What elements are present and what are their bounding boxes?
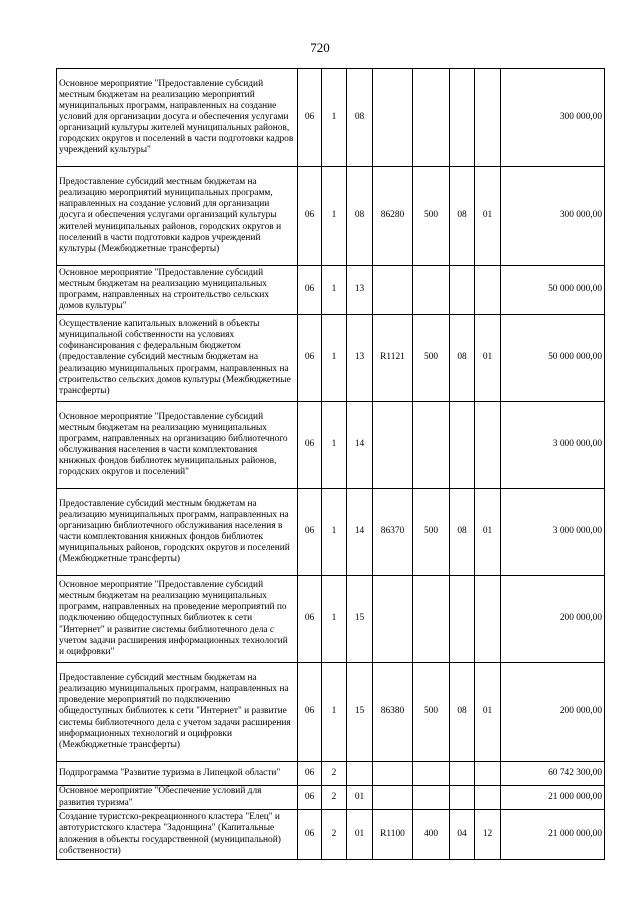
code-cell-4: R1121 bbox=[373, 315, 413, 402]
code-cell-3: 01 bbox=[347, 810, 373, 860]
code-cell-5 bbox=[413, 402, 450, 489]
amount-cell: 3 000 000,00 bbox=[501, 489, 605, 576]
table-row bbox=[57, 489, 605, 576]
code-cell-1: 06 bbox=[298, 786, 322, 810]
code-cell-1: 06 bbox=[298, 266, 322, 315]
code-cell-7: 01 bbox=[475, 489, 501, 576]
code-cell-3: 15 bbox=[347, 663, 373, 762]
table-row bbox=[57, 663, 605, 762]
row-name-cell: Предоставление субсидий местным бюджетам на реализацию мероприятий муниципальных программ, направленных на создание условий для организации досуга и обеспечения услугами организаций культуры жителей муниципальных районов, городских округов и поселений в части подготовки кадров учреждений культуры (Межбюджетные трансферты) bbox=[57, 167, 298, 266]
code-cell-2: 2 bbox=[322, 762, 347, 786]
table-row bbox=[57, 762, 605, 786]
code-cell-2: 1 bbox=[322, 402, 347, 489]
code-cell-3: 01 bbox=[347, 786, 373, 810]
row-name-cell: Подпрограмма "Развитие туризма в Липецкой области" bbox=[57, 762, 298, 786]
code-cell-5: 500 bbox=[413, 167, 450, 266]
amount-cell: 300 000,00 bbox=[501, 69, 605, 167]
code-cell-1: 06 bbox=[298, 576, 322, 663]
table-row bbox=[57, 69, 605, 167]
row-name-cell: Предоставление субсидий местным бюджетам на реализацию муниципальных программ, направленных на проведение мероприятий по подключению общедоступных библиотек к сети "Интернет" и развитие системы библиотечного дела с учетом задачи расширения информационных технологий и оцифровки (Межбюджетные трансферты) bbox=[57, 663, 298, 762]
code-cell-5 bbox=[413, 762, 450, 786]
code-cell-6 bbox=[450, 762, 475, 786]
code-cell-6 bbox=[450, 402, 475, 489]
row-name-cell: Создание туристско-рекреационного кластера "Елец" и автотуристского кластера "Задонщина" (Капитальные вложения в объекты государственной (муниципальной) собственности) bbox=[57, 810, 298, 860]
row-name-cell: Основное мероприятие "Предоставление субсидий местным бюджетам на реализацию муниципальных программ, направленных на строительство сельских домов культуры" bbox=[57, 266, 298, 315]
code-cell-6 bbox=[450, 266, 475, 315]
code-cell-3: 13 bbox=[347, 266, 373, 315]
code-cell-3: 13 bbox=[347, 315, 373, 402]
row-name-cell: Предоставление субсидий местным бюджетам на реализацию муниципальных программ, направленных на организацию библиотечного обслуживания населения в части комплектования книжных фондов библиотек муниципальных районов, городских округов и поселений (Межбюджетные трансферты) bbox=[57, 489, 298, 576]
code-cell-5 bbox=[413, 266, 450, 315]
code-cell-2: 1 bbox=[322, 576, 347, 663]
table-row bbox=[57, 810, 605, 860]
code-cell-6: 08 bbox=[450, 315, 475, 402]
code-cell-7: 12 bbox=[475, 810, 501, 860]
code-cell-7 bbox=[475, 266, 501, 315]
row-name-cell: Осуществление капитальных вложений в объекты муниципальной собственности на условиях софинансирования с федеральным бюджетом (предоставление субсидий местным бюджетам на реализацию муниципальных программ, направленных на строительство сельских домов культуры (Межбюджетные трансферты) bbox=[57, 315, 298, 402]
code-cell-1: 06 bbox=[298, 489, 322, 576]
code-cell-4: 86370 bbox=[373, 489, 413, 576]
code-cell-5 bbox=[413, 786, 450, 810]
code-cell-4 bbox=[373, 266, 413, 315]
code-cell-7 bbox=[475, 762, 501, 786]
code-cell-6 bbox=[450, 576, 475, 663]
code-cell-7 bbox=[475, 576, 501, 663]
code-cell-5: 500 bbox=[413, 315, 450, 402]
table-row bbox=[57, 266, 605, 315]
code-cell-1: 06 bbox=[298, 663, 322, 762]
code-cell-4 bbox=[373, 69, 413, 167]
table-row bbox=[57, 167, 605, 266]
code-cell-2: 1 bbox=[322, 489, 347, 576]
budget-table-body bbox=[57, 69, 605, 860]
code-cell-6: 04 bbox=[450, 810, 475, 860]
code-cell-1: 06 bbox=[298, 402, 322, 489]
amount-cell: 21 000 000,00 bbox=[501, 786, 605, 810]
amount-cell: 50 000 000,00 bbox=[501, 266, 605, 315]
amount-cell: 21 000 000,00 bbox=[501, 810, 605, 860]
code-cell-2: 1 bbox=[322, 663, 347, 762]
code-cell-3: 14 bbox=[347, 489, 373, 576]
code-cell-6: 08 bbox=[450, 663, 475, 762]
code-cell-1: 06 bbox=[298, 167, 322, 266]
code-cell-6 bbox=[450, 786, 475, 810]
code-cell-1: 06 bbox=[298, 762, 322, 786]
table-row bbox=[57, 786, 605, 810]
code-cell-7: 01 bbox=[475, 167, 501, 266]
code-cell-3 bbox=[347, 762, 373, 786]
page-number: 720 bbox=[310, 40, 330, 55]
code-cell-6: 08 bbox=[450, 167, 475, 266]
code-cell-5 bbox=[413, 69, 450, 167]
code-cell-3: 08 bbox=[347, 167, 373, 266]
amount-cell: 50 000 000,00 bbox=[501, 315, 605, 402]
code-cell-1: 06 bbox=[298, 810, 322, 860]
code-cell-4 bbox=[373, 762, 413, 786]
code-cell-1: 06 bbox=[298, 69, 322, 167]
code-cell-2: 1 bbox=[322, 69, 347, 167]
code-cell-5: 500 bbox=[413, 663, 450, 762]
amount-cell: 200 000,00 bbox=[501, 576, 605, 663]
code-cell-4 bbox=[373, 576, 413, 663]
code-cell-2: 2 bbox=[322, 786, 347, 810]
code-cell-2: 1 bbox=[322, 167, 347, 266]
table-row bbox=[57, 402, 605, 489]
code-cell-3: 08 bbox=[347, 69, 373, 167]
code-cell-4: 86380 bbox=[373, 663, 413, 762]
row-name-cell: Основное мероприятие "Предоставление субсидий местным бюджетам на реализацию мероприятий муниципальных программ, направленных на создание условий для организации досуга и обеспечения услугами организаций культуры жителей муниципальных районов, городских округов и поселений в части подготовки кадров учреждений культуры" bbox=[57, 69, 298, 167]
code-cell-1: 06 bbox=[298, 315, 322, 402]
code-cell-7: 01 bbox=[475, 663, 501, 762]
code-cell-4 bbox=[373, 402, 413, 489]
row-name-cell: Основное мероприятие "Обеспечение условий для развития туризма" bbox=[57, 786, 298, 810]
code-cell-3: 14 bbox=[347, 402, 373, 489]
row-name-cell: Основное мероприятие "Предоставление субсидий местным бюджетам на реализацию муниципальных программ, направленных на проведение мероприятий по подключению общедоступных библиотек к сети "Интернет" и развитие системы библиотечного дела с учетом задачи расширения информационных технологий и оцифровки" bbox=[57, 576, 298, 663]
table-row bbox=[57, 315, 605, 402]
amount-cell: 3 000 000,00 bbox=[501, 402, 605, 489]
budget-table bbox=[56, 68, 605, 860]
code-cell-4 bbox=[373, 786, 413, 810]
code-cell-5: 400 bbox=[413, 810, 450, 860]
amount-cell: 60 742 300,00 bbox=[501, 762, 605, 786]
code-cell-2: 1 bbox=[322, 266, 347, 315]
table-row bbox=[57, 576, 605, 663]
amount-cell: 300 000,00 bbox=[501, 167, 605, 266]
code-cell-5: 500 bbox=[413, 489, 450, 576]
row-name-cell: Основное мероприятие "Предоставление субсидий местным бюджетам на реализацию муниципальных программ, направленных на организацию библиотечного обслуживания населения в части комплектования книжных фондов библиотек муниципальных районов, городских округов и поселений" bbox=[57, 402, 298, 489]
code-cell-7: 01 bbox=[475, 315, 501, 402]
code-cell-4: 86280 bbox=[373, 167, 413, 266]
code-cell-5 bbox=[413, 576, 450, 663]
code-cell-7 bbox=[475, 402, 501, 489]
amount-cell: 200 000,00 bbox=[501, 663, 605, 762]
code-cell-6 bbox=[450, 69, 475, 167]
code-cell-7 bbox=[475, 69, 501, 167]
code-cell-4: R1100 bbox=[373, 810, 413, 860]
code-cell-7 bbox=[475, 786, 501, 810]
code-cell-6: 08 bbox=[450, 489, 475, 576]
code-cell-2: 2 bbox=[322, 810, 347, 860]
code-cell-2: 1 bbox=[322, 315, 347, 402]
code-cell-3: 15 bbox=[347, 576, 373, 663]
